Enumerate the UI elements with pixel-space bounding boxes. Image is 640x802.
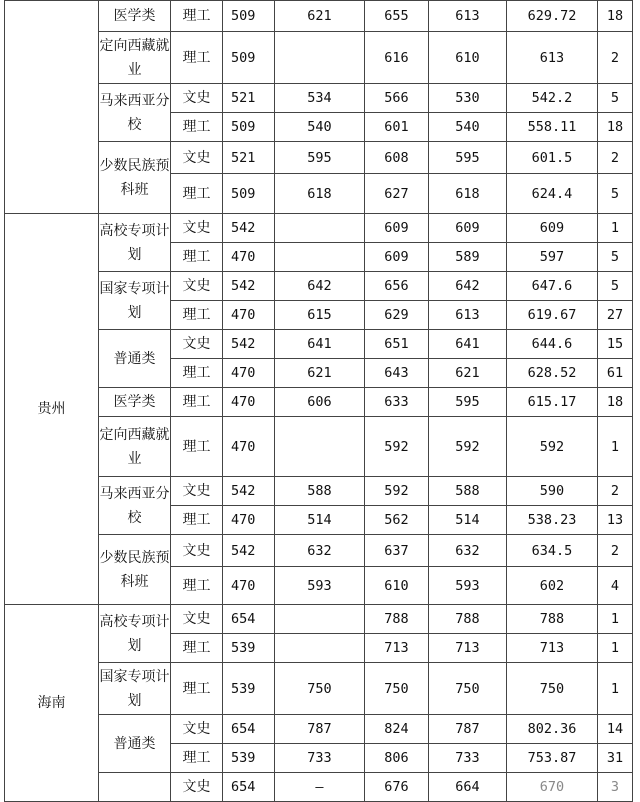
subject-cell: 文史	[171, 142, 223, 174]
count-cell: 2	[598, 142, 633, 174]
category-cell: 少数民族预科班	[99, 535, 171, 605]
min-score-cell: 610	[429, 32, 507, 84]
score-cell: 641	[275, 330, 365, 359]
subject-cell: 理工	[171, 243, 223, 272]
count-cell: 13	[598, 506, 633, 535]
control-line-cell: 470	[223, 359, 275, 388]
max-score-cell: 633	[365, 388, 429, 417]
avg-score-cell: 558.11	[507, 113, 598, 142]
subject-cell: 文史	[171, 214, 223, 243]
score-cell: 534	[275, 84, 365, 113]
table-row	[5, 715, 633, 744]
subject-cell: 文史	[171, 477, 223, 506]
max-score-cell: 608	[365, 142, 429, 174]
count-cell: 5	[598, 174, 633, 214]
min-score-cell: 530	[429, 84, 507, 113]
count-cell: 27	[598, 301, 633, 330]
avg-score-cell: 713	[507, 634, 598, 663]
control-line-cell: 509	[223, 1, 275, 32]
category-cell	[99, 773, 171, 802]
control-line-cell: 470	[223, 388, 275, 417]
subject-cell: 理工	[171, 301, 223, 330]
min-score-cell: 613	[429, 1, 507, 32]
count-cell: 15	[598, 330, 633, 359]
max-score-cell: 629	[365, 301, 429, 330]
score-cell: 750	[275, 663, 365, 715]
avg-score-cell: 619.67	[507, 301, 598, 330]
score-cell: 540	[275, 113, 365, 142]
avg-score-cell: 624.4	[507, 174, 598, 214]
max-score-cell: 592	[365, 477, 429, 506]
count-cell: 1	[598, 214, 633, 243]
count-cell: 5	[598, 84, 633, 113]
count-cell: 31	[598, 744, 633, 773]
avg-score-cell: 670	[507, 773, 598, 802]
control-line-cell: 509	[223, 174, 275, 214]
score-cell: 606	[275, 388, 365, 417]
avg-score-cell: 629.72	[507, 1, 598, 32]
subject-cell: 文史	[171, 715, 223, 744]
subject-cell: 理工	[171, 634, 223, 663]
min-score-cell: 618	[429, 174, 507, 214]
subject-cell: 理工	[171, 417, 223, 477]
min-score-cell: 632	[429, 535, 507, 567]
max-score-cell: 592	[365, 417, 429, 477]
max-score-cell: 651	[365, 330, 429, 359]
category-cell: 马来西亚分校	[99, 477, 171, 535]
avg-score-cell: 634.5	[507, 535, 598, 567]
control-line-cell: 470	[223, 567, 275, 605]
table-row	[5, 32, 633, 84]
count-cell: 1	[598, 663, 633, 715]
score-cell: 615	[275, 301, 365, 330]
max-score-cell: 566	[365, 84, 429, 113]
control-line-cell: 542	[223, 272, 275, 301]
score-cell: 733	[275, 744, 365, 773]
control-line-cell: 539	[223, 634, 275, 663]
score-cell: 621	[275, 359, 365, 388]
category-cell: 少数民族预科班	[99, 142, 171, 214]
count-cell: 3	[598, 773, 633, 802]
category-cell: 国家专项计划	[99, 272, 171, 330]
control-line-cell: 542	[223, 330, 275, 359]
control-line-cell: 521	[223, 84, 275, 113]
control-line-cell: 539	[223, 663, 275, 715]
score-cell	[275, 417, 365, 477]
category-cell: 普通类	[99, 715, 171, 773]
min-score-cell: 540	[429, 113, 507, 142]
score-cell: 593	[275, 567, 365, 605]
control-line-cell: 470	[223, 301, 275, 330]
min-score-cell: 750	[429, 663, 507, 715]
count-cell: 1	[598, 417, 633, 477]
subject-cell: 理工	[171, 744, 223, 773]
subject-cell: 理工	[171, 567, 223, 605]
score-cell	[275, 32, 365, 84]
category-cell: 定向西藏就业	[99, 32, 171, 84]
score-cell: 632	[275, 535, 365, 567]
score-cell	[275, 634, 365, 663]
avg-score-cell: 615.17	[507, 388, 598, 417]
control-line-cell: 542	[223, 214, 275, 243]
subject-cell: 文史	[171, 535, 223, 567]
control-line-cell: 470	[223, 243, 275, 272]
count-cell: 18	[598, 388, 633, 417]
min-score-cell: 595	[429, 388, 507, 417]
avg-score-cell: 628.52	[507, 359, 598, 388]
avg-score-cell: 597	[507, 243, 598, 272]
subject-cell: 理工	[171, 1, 223, 32]
min-score-cell: 514	[429, 506, 507, 535]
count-cell: 1	[598, 605, 633, 634]
avg-score-cell: 542.2	[507, 84, 598, 113]
min-score-cell: 788	[429, 605, 507, 634]
min-score-cell: 592	[429, 417, 507, 477]
table-row	[5, 142, 633, 174]
subject-cell: 文史	[171, 84, 223, 113]
count-cell: 2	[598, 535, 633, 567]
avg-score-cell: 647.6	[507, 272, 598, 301]
avg-score-cell: 788	[507, 605, 598, 634]
category-cell: 国家专项计划	[99, 663, 171, 715]
province-cell: 贵州	[5, 214, 99, 605]
min-score-cell: 588	[429, 477, 507, 506]
admission-score-table	[4, 0, 633, 802]
avg-score-cell: 750	[507, 663, 598, 715]
max-score-cell: 609	[365, 243, 429, 272]
avg-score-cell: 590	[507, 477, 598, 506]
table-row	[5, 773, 633, 802]
control-line-cell: 470	[223, 506, 275, 535]
table-row	[5, 663, 633, 715]
max-score-cell: 643	[365, 359, 429, 388]
avg-score-cell: 602	[507, 567, 598, 605]
min-score-cell: 589	[429, 243, 507, 272]
avg-score-cell: 538.23	[507, 506, 598, 535]
avg-score-cell: 644.6	[507, 330, 598, 359]
subject-cell: 理工	[171, 359, 223, 388]
category-cell: 定向西藏就业	[99, 417, 171, 477]
control-line-cell: 539	[223, 744, 275, 773]
count-cell: 2	[598, 477, 633, 506]
subject-cell: 理工	[171, 174, 223, 214]
count-cell: 2	[598, 32, 633, 84]
avg-score-cell: 613	[507, 32, 598, 84]
score-cell	[275, 243, 365, 272]
table-row	[5, 84, 633, 113]
avg-score-cell: 592	[507, 417, 598, 477]
control-line-cell: 521	[223, 142, 275, 174]
subject-cell: 文史	[171, 605, 223, 634]
max-score-cell: 609	[365, 214, 429, 243]
max-score-cell: 562	[365, 506, 429, 535]
min-score-cell: 641	[429, 330, 507, 359]
control-line-cell: 542	[223, 477, 275, 506]
table-row	[5, 272, 633, 301]
count-cell: 4	[598, 567, 633, 605]
category-cell: 医学类	[99, 388, 171, 417]
control-line-cell: 542	[223, 535, 275, 567]
subject-cell: 理工	[171, 388, 223, 417]
count-cell: 18	[598, 113, 633, 142]
province-cell: 海南	[5, 605, 99, 802]
max-score-cell: 637	[365, 535, 429, 567]
subject-cell: 文史	[171, 330, 223, 359]
avg-score-cell: 601.5	[507, 142, 598, 174]
avg-score-cell: 753.87	[507, 744, 598, 773]
count-cell: 14	[598, 715, 633, 744]
category-cell: 高校专项计划	[99, 605, 171, 663]
table-row	[5, 417, 633, 477]
control-line-cell: 470	[223, 417, 275, 477]
min-score-cell: 621	[429, 359, 507, 388]
table-row	[5, 330, 633, 359]
avg-score-cell: 802.36	[507, 715, 598, 744]
table-row	[5, 1, 633, 32]
score-cell: 618	[275, 174, 365, 214]
subject-cell: 理工	[171, 113, 223, 142]
score-cell	[275, 605, 365, 634]
max-score-cell: 676	[365, 773, 429, 802]
table-row	[5, 388, 633, 417]
score-cell: 642	[275, 272, 365, 301]
score-cell: 588	[275, 477, 365, 506]
max-score-cell: 616	[365, 32, 429, 84]
min-score-cell: 609	[429, 214, 507, 243]
subject-cell: 理工	[171, 663, 223, 715]
category-cell: 马来西亚分校	[99, 84, 171, 142]
table-row	[5, 535, 633, 567]
max-score-cell: 824	[365, 715, 429, 744]
max-score-cell: 656	[365, 272, 429, 301]
count-cell: 5	[598, 272, 633, 301]
min-score-cell: 787	[429, 715, 507, 744]
min-score-cell: 595	[429, 142, 507, 174]
subject-cell: 理工	[171, 32, 223, 84]
min-score-cell: 593	[429, 567, 507, 605]
category-cell: 医学类	[99, 1, 171, 32]
category-cell: 普通类	[99, 330, 171, 388]
province-cell	[5, 1, 99, 214]
control-line-cell: 654	[223, 715, 275, 744]
score-cell: 621	[275, 1, 365, 32]
count-cell: 18	[598, 1, 633, 32]
max-score-cell: 750	[365, 663, 429, 715]
min-score-cell: 713	[429, 634, 507, 663]
score-cell: –	[275, 773, 365, 802]
max-score-cell: 713	[365, 634, 429, 663]
min-score-cell: 613	[429, 301, 507, 330]
control-line-cell: 509	[223, 32, 275, 84]
table-row	[5, 605, 633, 634]
count-cell: 1	[598, 634, 633, 663]
subject-cell: 文史	[171, 272, 223, 301]
category-cell: 高校专项计划	[99, 214, 171, 272]
max-score-cell: 806	[365, 744, 429, 773]
min-score-cell: 642	[429, 272, 507, 301]
max-score-cell: 788	[365, 605, 429, 634]
score-cell: 514	[275, 506, 365, 535]
subject-cell: 理工	[171, 506, 223, 535]
score-cell	[275, 214, 365, 243]
max-score-cell: 610	[365, 567, 429, 605]
control-line-cell: 509	[223, 113, 275, 142]
max-score-cell: 601	[365, 113, 429, 142]
count-cell: 61	[598, 359, 633, 388]
max-score-cell: 627	[365, 174, 429, 214]
control-line-cell: 654	[223, 605, 275, 634]
avg-score-cell: 609	[507, 214, 598, 243]
score-cell: 787	[275, 715, 365, 744]
max-score-cell: 655	[365, 1, 429, 32]
count-cell: 5	[598, 243, 633, 272]
subject-cell: 文史	[171, 773, 223, 802]
min-score-cell: 664	[429, 773, 507, 802]
table-row	[5, 477, 633, 506]
min-score-cell: 733	[429, 744, 507, 773]
table-row	[5, 214, 633, 243]
score-cell: 595	[275, 142, 365, 174]
control-line-cell: 654	[223, 773, 275, 802]
